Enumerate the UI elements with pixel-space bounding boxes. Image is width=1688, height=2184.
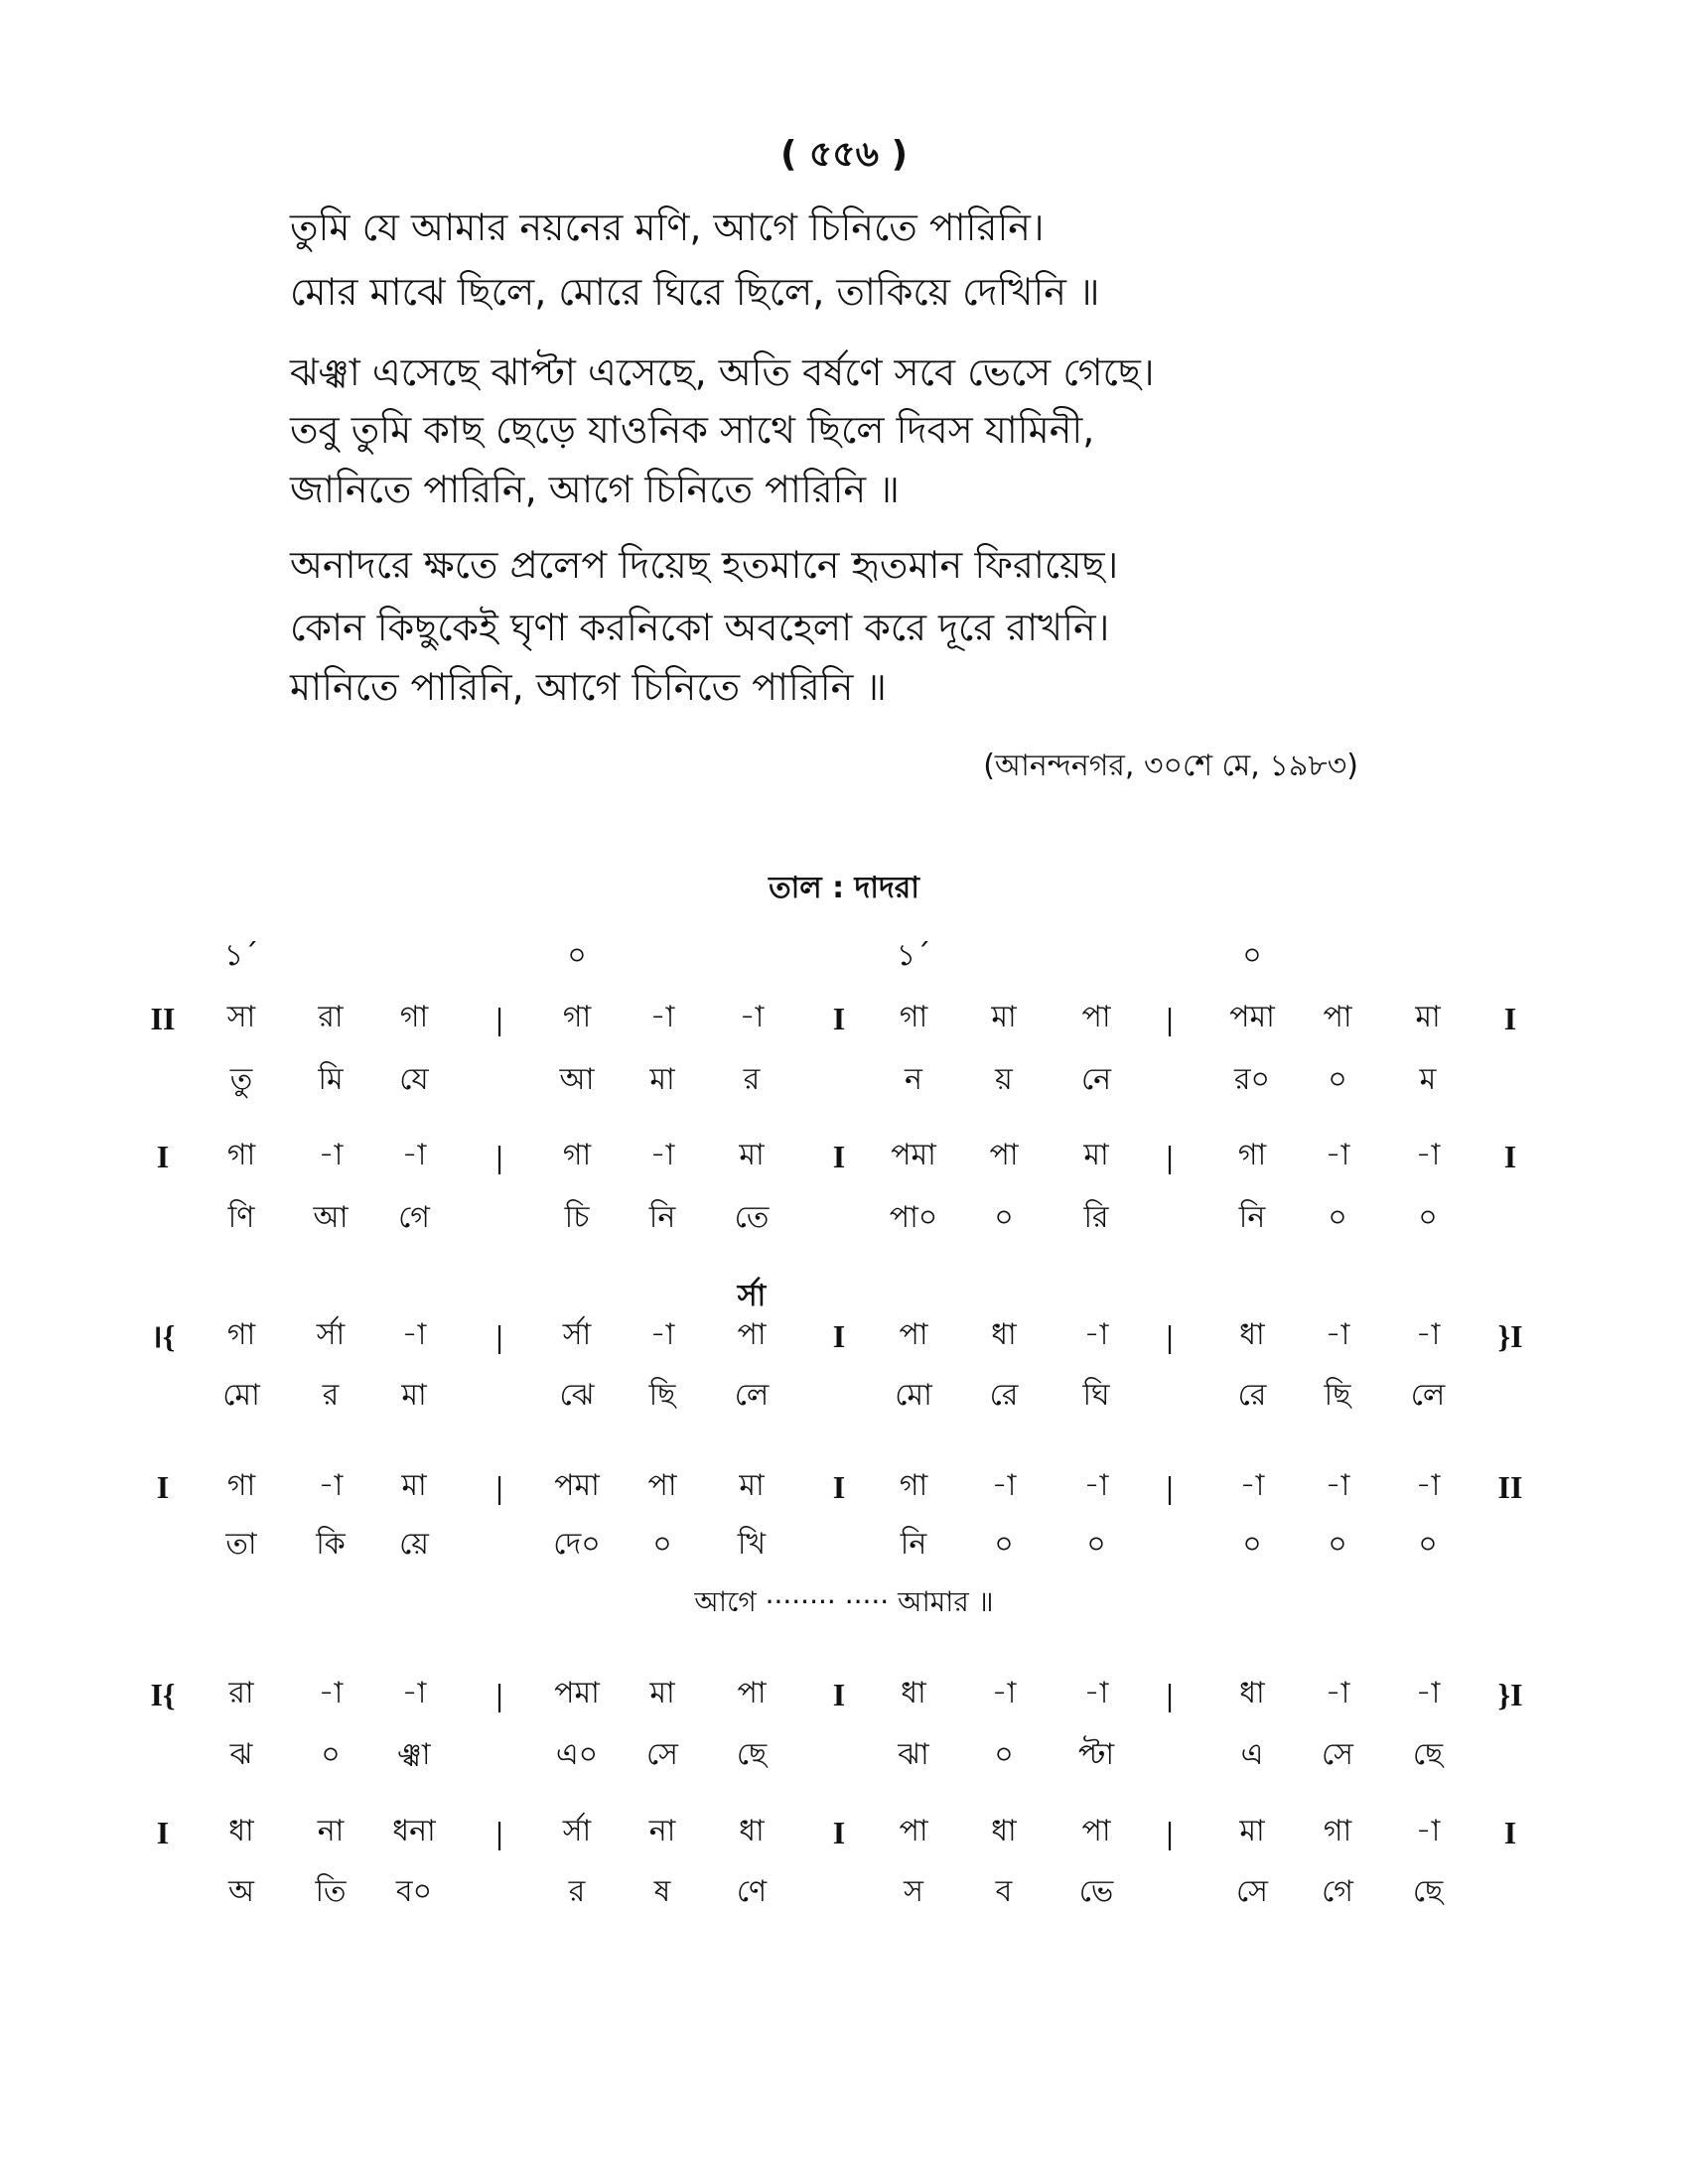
lyric-syllable: য়	[995, 1062, 1013, 1097]
upper-note: র্সা	[737, 1279, 767, 1313]
lyric-syllable: ০	[994, 1200, 1014, 1235]
lyric-syllable: য়ে	[399, 1527, 429, 1562]
swara-note: -া	[649, 1000, 675, 1034]
lyric-syllable: দে০	[553, 1527, 601, 1562]
lyric-syllable: এ	[1240, 1737, 1264, 1772]
lyric-syllable: ষ	[653, 1874, 671, 1909]
lyric-syllable: ছে	[736, 1737, 768, 1772]
poem-line: কোন কিছুকেই ঘৃণা করনিকো অবহেলা করে দূরে রাখনি।	[290, 606, 1110, 649]
swara-note: -া	[318, 1676, 344, 1710]
lyric-syllable: রে	[989, 1378, 1019, 1413]
swara-note: -া	[1415, 1676, 1441, 1710]
bar-line: |	[1166, 1139, 1174, 1174]
swara-note: -া	[401, 1138, 427, 1172]
swara-note: পা	[1081, 1814, 1111, 1848]
swara-note: র্সা	[316, 1317, 346, 1352]
swara-note: রা	[228, 1676, 254, 1710]
swara-note: র্সা	[562, 1814, 592, 1848]
swara-note: পা	[737, 1676, 767, 1710]
swara-note: -া	[991, 1468, 1017, 1503]
lyric-syllable: ন	[905, 1062, 922, 1097]
lyric-syllable: তু	[229, 1062, 253, 1097]
swara-note: ধা	[991, 1814, 1017, 1848]
lyric-syllable: আ	[559, 1062, 595, 1097]
lyric-syllable: মো	[222, 1378, 260, 1413]
swara-note: -া	[1239, 1468, 1265, 1503]
bar-line: I	[832, 1318, 846, 1354]
bar-line: I	[832, 1815, 846, 1850]
swara-note: -া	[1083, 1676, 1109, 1710]
swara-note: মা	[1415, 1000, 1441, 1034]
swara-note: -া	[649, 1317, 675, 1352]
swara-note: -া	[1415, 1317, 1441, 1352]
swara-note: পা	[899, 1814, 928, 1848]
beat-mark: ০	[1242, 938, 1262, 973]
swara-note: ধা	[991, 1317, 1017, 1352]
bar-line: |	[495, 1001, 503, 1036]
lyric-syllable: ঝ	[229, 1737, 253, 1772]
lyric-syllable: প্টা	[1077, 1737, 1115, 1772]
swara-note: পা	[737, 1317, 767, 1352]
swara-note: পা	[989, 1138, 1019, 1172]
swara-note: -া	[1083, 1468, 1109, 1503]
bar-line: |	[495, 1469, 503, 1505]
swara-note: গা	[1323, 1814, 1352, 1848]
swara-note: র্সা	[562, 1317, 592, 1352]
lyric-syllable: ০	[1328, 1527, 1347, 1562]
lyric-syllable: লে	[1410, 1378, 1446, 1413]
swara-note: -া	[1325, 1676, 1350, 1710]
bar-line: I{	[150, 1677, 176, 1712]
swara-note: পা	[1323, 1000, 1352, 1034]
swara-note: পমা	[554, 1468, 600, 1503]
bar-line: II	[150, 1001, 176, 1036]
swara-note: ধনা	[392, 1814, 436, 1848]
swara-note: মা	[739, 1138, 765, 1172]
lyric-syllable: ০	[1418, 1527, 1438, 1562]
swara-note: না	[317, 1814, 345, 1848]
swara-note: -া	[739, 1000, 765, 1034]
lyric-syllable: ০	[1242, 1527, 1262, 1562]
lyric-syllable: চি	[564, 1200, 590, 1235]
swara-note: পা	[899, 1317, 928, 1352]
swara-note: ধা	[901, 1676, 926, 1710]
swara-note: -া	[1325, 1468, 1350, 1503]
swara-note: পমা	[891, 1138, 936, 1172]
lyric-syllable: নে	[1080, 1062, 1112, 1097]
lyric-syllable: রে	[1237, 1378, 1267, 1413]
swara-note: গা	[399, 1000, 429, 1034]
swara-note: ধা	[1239, 1317, 1265, 1352]
lyric-syllable: গে	[398, 1200, 430, 1235]
swara-note: -া	[1415, 1814, 1441, 1848]
swara-note: গা	[226, 1468, 256, 1503]
lyric-syllable: নি	[1238, 1200, 1266, 1235]
lyric-syllable: সে	[646, 1737, 678, 1772]
lyric-syllable: তে	[734, 1200, 770, 1235]
swara-note: -া	[649, 1138, 675, 1172]
swara-note: গা	[562, 1138, 592, 1172]
lyric-syllable: ঝে	[559, 1378, 595, 1413]
swara-note: গা	[1237, 1138, 1267, 1172]
page-number: ( ৫৫৬ )	[779, 134, 909, 175]
swara-note: মা	[991, 1000, 1017, 1034]
bar-line: I	[1503, 1815, 1517, 1850]
swara-note: -া	[1325, 1317, 1350, 1352]
swara-note: সা	[226, 1000, 256, 1034]
refrain-line: আগে ········ ····· আমার ॥	[694, 1585, 994, 1618]
bar-line: |	[1166, 1815, 1174, 1850]
swara-note: -া	[1083, 1317, 1109, 1352]
lyric-syllable: গে	[1322, 1874, 1353, 1909]
lyric-syllable: কি	[316, 1527, 346, 1562]
lyric-syllable: ছি	[648, 1378, 676, 1413]
bar-line: |	[1166, 1318, 1174, 1354]
bar-line: I	[156, 1469, 170, 1505]
lyric-syllable: ঝা	[898, 1737, 929, 1772]
swara-note: পা	[647, 1468, 677, 1503]
lyric-syllable: মো	[895, 1378, 932, 1413]
swara-note: -া	[1415, 1468, 1441, 1503]
poem-line: তবু তুমি কাছ ছেড়ে যাওনিক সাথে ছিলে দিবস যামিনী,	[290, 408, 1095, 452]
lyric-syllable: খি	[737, 1527, 767, 1562]
swara-note: না	[648, 1814, 676, 1848]
lyric-syllable: ব	[995, 1874, 1013, 1909]
bar-line: I	[832, 1139, 846, 1174]
swara-note: পমা	[1229, 1000, 1275, 1034]
lyric-syllable: নি	[648, 1200, 676, 1235]
bar-line: I	[832, 1001, 846, 1036]
swara-note: -া	[1325, 1138, 1350, 1172]
tala-heading: তাল : দাদরা	[769, 871, 919, 905]
lyric-syllable: ছে	[1412, 1737, 1444, 1772]
lyric-syllable: ০	[1086, 1527, 1106, 1562]
bar-line: I	[832, 1469, 846, 1505]
beat-mark: ১´	[896, 938, 931, 973]
lyric-syllable: ০	[1328, 1200, 1347, 1235]
lyric-syllable: ছি	[1324, 1378, 1351, 1413]
bar-line: |	[1166, 1001, 1174, 1036]
lyric-syllable: ম	[1419, 1062, 1437, 1097]
bar-line: |	[495, 1815, 503, 1850]
lyric-syllable: ০	[994, 1737, 1014, 1772]
swara-note: -া	[401, 1317, 427, 1352]
bar-line: I	[1503, 1001, 1517, 1036]
swara-note: -া	[1415, 1138, 1441, 1172]
lyric-syllable: ছে	[1412, 1874, 1444, 1909]
lyric-syllable: নি	[900, 1527, 927, 1562]
beat-mark: ০	[567, 938, 587, 973]
bar-line: }I	[1497, 1677, 1523, 1712]
bar-line: |	[1166, 1469, 1174, 1505]
bar-line: I	[156, 1139, 170, 1174]
bar-line: }I	[1497, 1318, 1523, 1354]
swara-note: মা	[401, 1468, 427, 1503]
place-date: (আনন্দনগর, ৩০শে মে, ১৯৮৩)	[983, 749, 1358, 783]
bar-line: ।{	[150, 1318, 176, 1354]
swara-note: ধা	[739, 1814, 765, 1848]
swara-note: ধা	[1239, 1676, 1265, 1710]
poem-line: ঝঞ্ঝা এসেছে ঝাপ্টা এসেছে, অতি বর্ষণে সবে ভেসে গেছে।	[290, 350, 1155, 394]
bar-line: |	[495, 1139, 503, 1174]
lyric-syllable: পা০	[889, 1200, 938, 1235]
lyric-syllable: অ	[228, 1874, 254, 1909]
bar-line: I	[1503, 1139, 1517, 1174]
swara-note: ধা	[228, 1814, 254, 1848]
lyric-syllable: র০	[1233, 1062, 1271, 1097]
poem-line: মোর মাঝে ছিলে, মোরে ঘিরে ছিলে, তাকিয়ে দেখিনি ॥	[290, 270, 1100, 314]
lyric-syllable: রি	[1083, 1200, 1109, 1235]
lyric-syllable: সে	[1322, 1737, 1353, 1772]
poem-line: তুমি যে আমার নয়নের মণি, আগে চিনিতে পারিনি।	[290, 205, 1045, 249]
lyric-syllable: ০	[652, 1527, 672, 1562]
swara-note: মা	[1083, 1138, 1109, 1172]
bar-line: |	[495, 1318, 503, 1354]
swara-note: -া	[401, 1676, 427, 1710]
swara-note: গা	[899, 1000, 928, 1034]
swara-note: রা	[318, 1000, 344, 1034]
lyric-syllable: র	[322, 1378, 340, 1413]
lyric-syllable: মা	[649, 1062, 675, 1097]
swara-note: -া	[318, 1468, 344, 1503]
swara-note: -া	[991, 1676, 1017, 1710]
lyric-syllable: তা	[225, 1527, 257, 1562]
lyric-syllable: ভে	[1078, 1874, 1114, 1909]
swara-note: গা	[226, 1317, 256, 1352]
lyric-syllable: র	[568, 1874, 586, 1909]
poem-line: অনাদরে ক্ষতে প্রলেপ দিয়েছ হতমানে হৃতমান ফিরায়েছ।	[290, 543, 1119, 587]
swara-note: মা	[1239, 1814, 1265, 1848]
swara-note: পা	[1081, 1000, 1111, 1034]
lyric-syllable: এ০	[555, 1737, 599, 1772]
swara-note: গা	[226, 1138, 256, 1172]
swara-note: গা	[562, 1000, 592, 1034]
lyric-syllable: মা	[401, 1378, 427, 1413]
lyric-syllable: সে	[1236, 1874, 1268, 1909]
bar-line: II	[1497, 1469, 1523, 1505]
swara-note: মা	[739, 1468, 765, 1503]
lyric-syllable: ণি	[227, 1200, 255, 1235]
beat-mark: ১´	[223, 938, 259, 973]
lyric-syllable: ঘি	[1082, 1378, 1110, 1413]
lyric-syllable: লে	[734, 1378, 770, 1413]
lyric-syllable: ০	[1418, 1200, 1438, 1235]
lyric-syllable: ০	[1328, 1062, 1347, 1097]
swara-note: মা	[649, 1676, 675, 1710]
lyric-syllable: মি	[318, 1062, 344, 1097]
poem-line: মানিতে পারিনি, আগে চিনিতে পারিনি ॥	[290, 665, 887, 709]
swara-note: গা	[899, 1468, 928, 1503]
poem-line: জানিতে পারিনি, আগে চিনিতে পারিনি ॥	[290, 468, 900, 511]
lyric-syllable: স	[904, 1874, 923, 1909]
lyric-syllable: ০	[994, 1527, 1014, 1562]
bar-line: I	[156, 1815, 170, 1850]
lyric-syllable: ০	[321, 1737, 341, 1772]
lyric-syllable: র	[743, 1062, 761, 1097]
bar-line: |	[495, 1677, 503, 1712]
lyric-syllable: যে	[399, 1062, 429, 1097]
bar-line: |	[1166, 1677, 1174, 1712]
lyric-syllable: ঞ্ঝা	[397, 1737, 431, 1772]
lyric-syllable: তি	[315, 1874, 347, 1909]
swara-note: পমা	[554, 1676, 600, 1710]
lyric-syllable: ণে	[736, 1874, 768, 1909]
lyric-syllable: ব০	[395, 1874, 433, 1909]
swara-note: -া	[318, 1138, 344, 1172]
bar-line: I	[832, 1677, 846, 1712]
lyric-syllable: আ	[313, 1200, 349, 1235]
